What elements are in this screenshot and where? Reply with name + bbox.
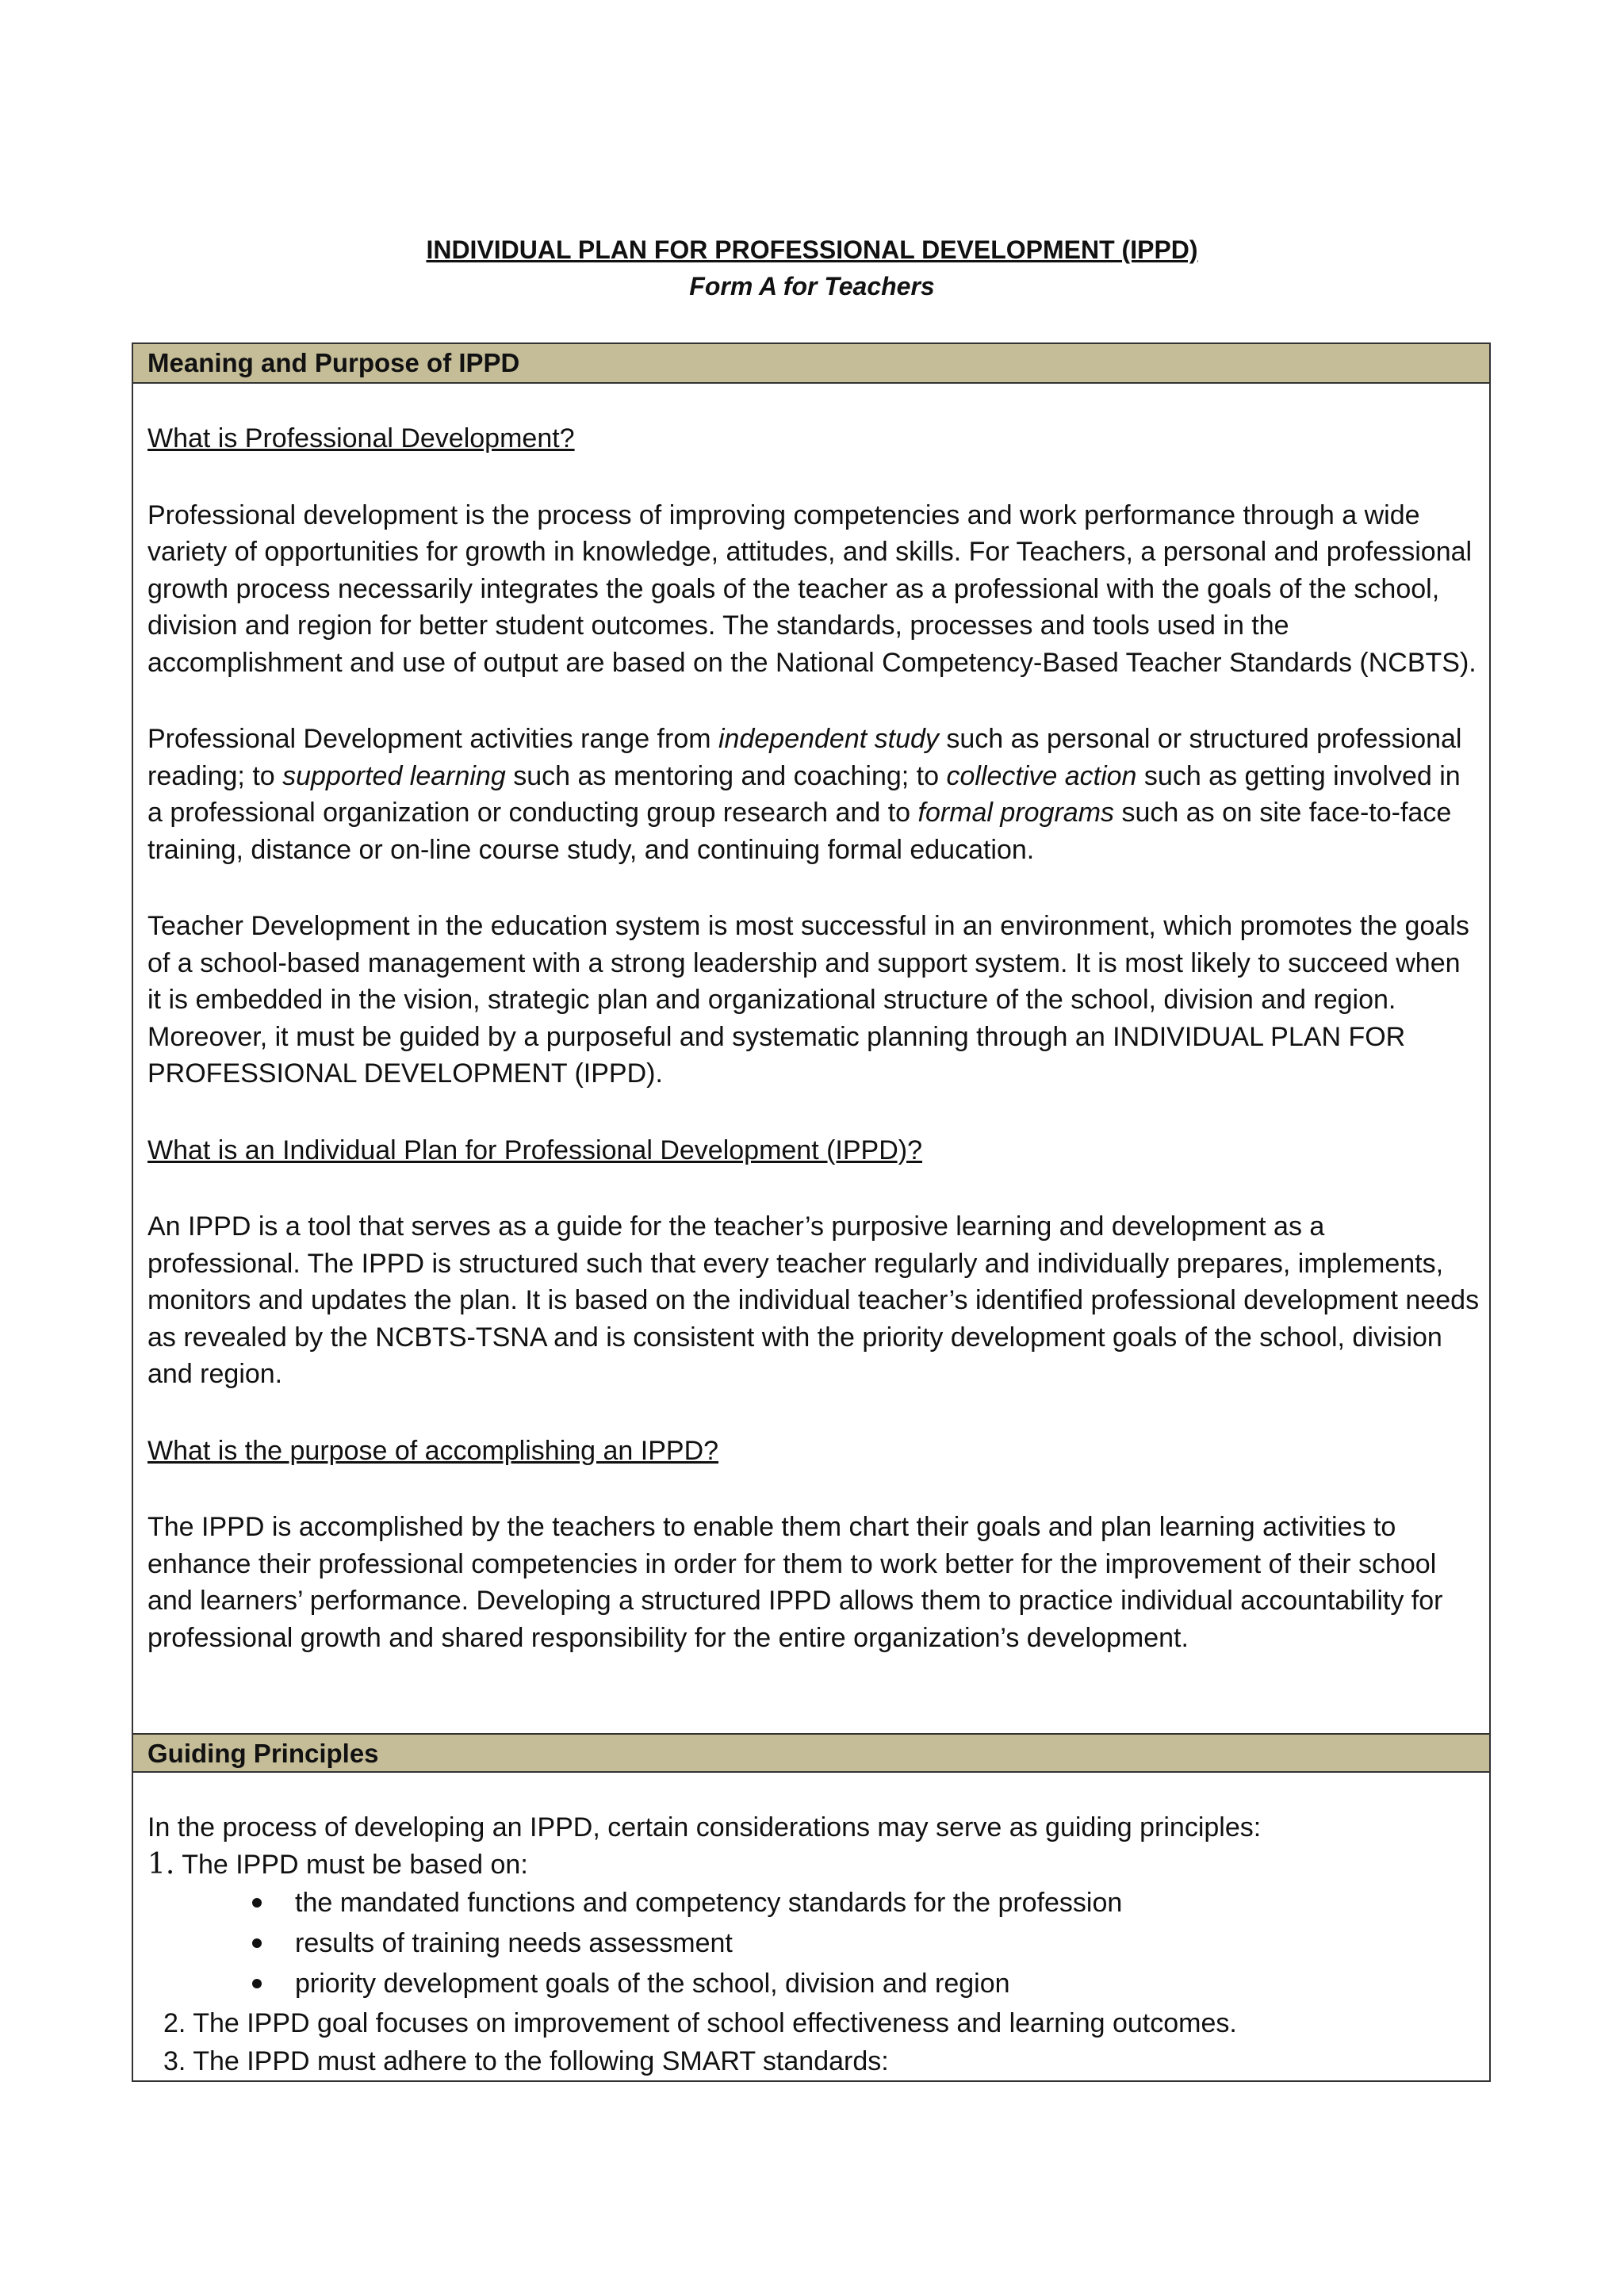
question-heading-professional-development: What is Professional Development? xyxy=(147,423,575,453)
document-title: INDIVIDUAL PLAN FOR PROFESSIONAL DEVELOPMENT (IPPD) xyxy=(426,235,1198,264)
principle-item-2: 2. The IPPD goal focuses on improvement of school effectiveness and learning outcomes. xyxy=(163,2008,1237,2038)
principle-bullet-list xyxy=(147,1883,1480,2004)
text-run: such as getting involved in a professional organization or conducting group research and to xyxy=(147,760,1461,828)
section-body-guiding-principles xyxy=(147,1809,1480,2080)
paragraph-ippd-definition: An IPPD is a tool that serves as a guide for the teacher’s purposive learning and development as a professional. The IPPD is structured such that every teacher regularly and individually prepares, implements, monitors and updates the plan. It is based on the individual teacher’s identified professional development needs as revealed by the NCBTS-TSNA and is consistent with the priority development goals of the school, division and region. xyxy=(147,1211,1480,1389)
text-run: such as on site face-to-face training, distance or on-line course study, and continuing formal education. xyxy=(147,798,1452,865)
list-item xyxy=(147,1923,1480,1964)
paragraph-teacher-development: Teacher Development in the education system is most successful in an environment, which promotes the goals of a school-based management with a strong leadership and support system. It is most likely to succeed when it is embedded in the vision, strategic plan and organizational structure of the school, division and region. Moreover, it must be guided by a purposeful and systematic planning through an INDIVIDUAL PLAN FOR PROFESSIONAL DEVELOPMENT (IPPD). xyxy=(147,911,1469,1089)
item-text: The IPPD must be based on: xyxy=(174,1849,528,1880)
list-item xyxy=(147,1964,1480,2004)
paragraph-pd-definition: Professional development is the process of improving competencies and work performance through a wide variety of opportunities for growth in knowledge, attitudes, and skills. For Teachers, a personal and professional growth process necessarily integrates the goals of the teacher as a professional with the goals of the school, division and region for better student outcomes. The standards, processes and tools used in the accomplishment and use of output are based on the National Competency-Based Teacher Standards (NCBTS). xyxy=(147,499,1477,678)
section-heading-meaning-purpose: Meaning and Purpose of IPPD xyxy=(133,344,1489,384)
item-number: 1. xyxy=(147,1847,175,1881)
question-heading-ippd-purpose: What is the purpose of accomplishing an IPPD? xyxy=(147,1435,719,1466)
list-item-text: the mandated functions and competency standards for the profession xyxy=(295,1888,1123,1918)
italic-term-collective-action: collective action xyxy=(946,760,1137,791)
content-table xyxy=(132,342,1491,2082)
bullet-icon xyxy=(252,1938,262,1948)
italic-term-formal-programs: formal programs xyxy=(917,798,1115,828)
principle-item-1 xyxy=(147,1846,1480,1884)
document-subtitle: Form A for Teachers xyxy=(689,272,935,300)
paragraph-ippd-purpose: The IPPD is accomplished by the teachers to enable them chart their goals and plan learning activities to enhance their professional competencies in order for them to work better for the improvement of their school and learners’ performance. Developing a structured IPPD allows them to practice individual accountability for professional growth and shared responsibility for the entire organization’s development. xyxy=(147,1512,1443,1653)
bullet-icon xyxy=(252,1979,262,1988)
bullet-icon xyxy=(252,1898,262,1908)
section-heading-guiding-principles: Guiding Principles xyxy=(133,1733,1489,1773)
document-header xyxy=(0,232,1624,304)
guiding-principles-intro: In the process of developing an IPPD, certain considerations may serve as guiding principles: xyxy=(147,1812,1262,1843)
question-heading-what-is-ippd: What is an Individual Plan for Professional Development (IPPD)? xyxy=(147,1135,923,1165)
paragraph-pd-activities xyxy=(147,721,1480,868)
italic-term-independent-study: independent study xyxy=(718,724,939,754)
principle-item-3: 3. The IPPD must adhere to the following SMART standards: xyxy=(163,2046,889,2076)
text-run: such as personal or structured professional reading; to xyxy=(147,724,1462,791)
text-run: Professional Development activities range from xyxy=(147,724,718,754)
italic-term-supported-learning: supported learning xyxy=(282,760,506,791)
list-item-text: results of training needs assessment xyxy=(295,1928,733,1958)
section-body-meaning-purpose xyxy=(147,420,1480,1696)
text-run: such as mentoring and coaching; to xyxy=(505,760,947,791)
list-item xyxy=(147,1883,1480,1923)
list-item-text: priority development goals of the school, division and region xyxy=(295,1969,1010,1999)
